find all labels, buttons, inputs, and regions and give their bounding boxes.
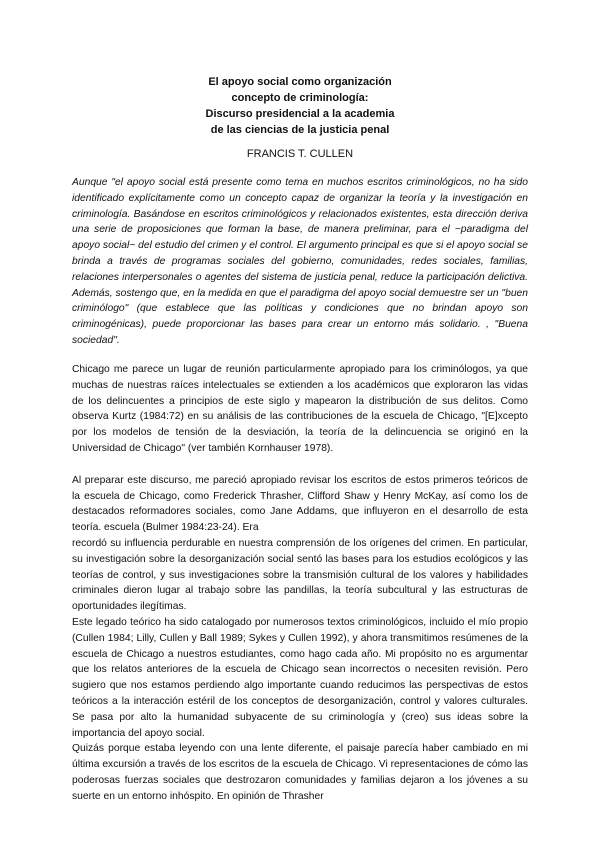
body-paragraph: Este legado teórico ha sido catalogado por numerosos textos criminológicos, incluido el mío propio (Cullen 1984; Lilly, Cullen y Ball 1989; Sykes y Cullen 1992), y ahora transmitimos resúmenes de la escuela de Chicago a nuestros estudiantes, como hago cada año. Mi propósito no es argumentar que los relatos anteriores de la escuela de Chicago sean incorrectos o necesiten revisión. Pero sugiero que nos estamos perdiendo algo importante cuando reducimos las perspectivas de estos teóricos a la interacción estéril de los conceptos de desorganización, control y valores culturales. Se pasa por alto la humanidad subyacente de su criminología y (creo) sus ideas sobre la importancia del apoyo social. (72, 616, 528, 739)
body-paragraph: Quizás porque estaba leyendo con una lente diferente, el paisaje parecía haber cambiado en mi última excursión a través de los escritos de la escuela de Chicago. Vi representaciones de cómo las poderosas fuerzas sociales que destrozaron comunidades y familias dejaron a los jóvenes a su suerte en un entorno inhóspito. En opinión de Thrasher (72, 743, 528, 802)
title-line: El apoyo social como organización (208, 76, 392, 88)
title-line: concepto de criminología: (231, 92, 369, 104)
title-line: de las ciencias de la justicia penal (210, 124, 390, 136)
author-name: FRANCIS T. CULLEN (246, 148, 354, 160)
body-text (72, 362, 528, 805)
abstract: Aunque "el apoyo social está presente como tema en muchos escritos criminológicos, no ha sido identificado explícitamente como un concepto capaz de organizar la teoría y la investigación en criminología. Basándose en escritos criminológicos y relacionados existentes, esta dirección deriva una serie de proposiciones que forman la base, de manera preliminar, para el ~paradigma del apoyo social~ del estudio del crimen y el control. El argumento principal es que si el apoyo social se brinda a través de programas sociales del gobierno, comunidades, redes sociales, familias, relaciones interpersonales o agentes del sistema de justicia penal, reduce la participación delictiva. Además, sostengo que, en la medida en que el paradigma del apoyo social demuestre ser un "buen criminólogo" (que establece que las políticas y condiciones que no brindan apoyo son criminogénicas), puede proporcionar las bases para crear un entorno más solidario. , "Buena sociedad". (72, 177, 528, 346)
body-paragraph: Al preparar este discurso, me pareció apropiado revisar los escritos de estos primeros teóricos de la escuela de Chicago, como Frederick Thrasher, Clifford Shaw y Henry McKay, así como los de destacados reformadores sociales, como Jane Addams, que influyeron en el desarrollo de esta teoría. escuela (Bulmer 1984:23-24). Era (72, 474, 528, 534)
title-line: Discurso presidencial a la academia (205, 108, 395, 120)
body-paragraph: Chicago me parece un lugar de reunión particularmente apropiado para los criminólogos, ya que muchas de nuestras raíces intelectuales se extienden a los académicos que exploraron las vidas de los delincuentes a principios de este siglo y mapearon la distribución de sus delitos. Como observa Kurtz (1984:72) en su análisis de las contribuciones de la escuela de Chicago, "[E]xcepto por los modelos de tensión de la desviación, la teoría de la delincuencia se originó en la Universidad de Chicago" (ver también Kornhauser 1978). (72, 364, 528, 454)
document-title (100, 74, 500, 138)
body-paragraph: recordó su influencia perdurable en nuestra comprensión de los orígenes del crimen. En particular, su investigación sobre la desorganización social sentó las bases para los estudios ecológicos y las teorías de control, y sus investigaciones sobre la transmisión cultural de los valores y habilidades criminales dieron lugar al trabajo sobre las pandillas, la teoría subcultural y las estructuras de oportunidades ilegítimas. (72, 537, 528, 613)
